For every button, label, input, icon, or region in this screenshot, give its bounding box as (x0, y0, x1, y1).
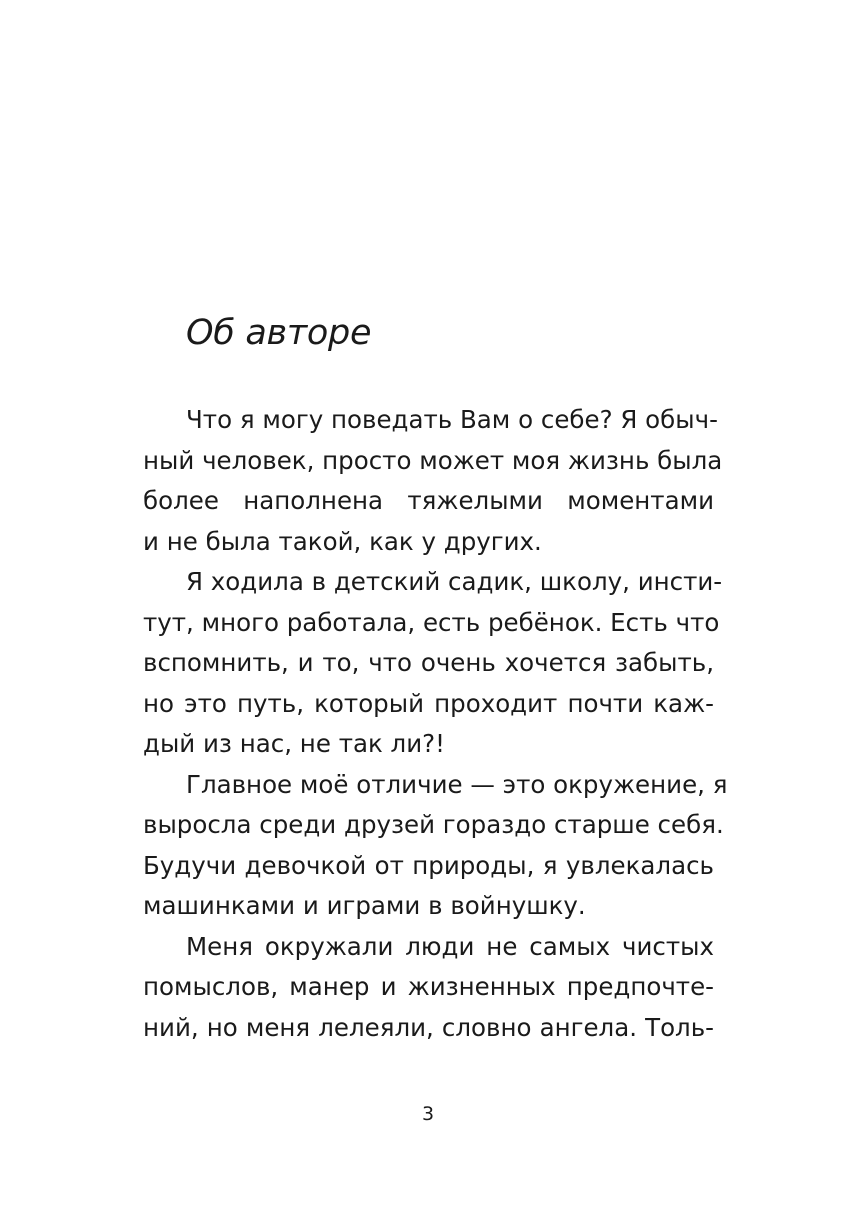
text-line: Я ходила в детский садик, школу, инсти- (186, 567, 723, 596)
text-line: более наполнена тяжелыми моментами (143, 486, 714, 515)
text-line: но это путь, который проходит почти каж- (143, 688, 714, 718)
text-line: Будучи девочкой от природы, я увлекалась (143, 850, 714, 880)
text-line: помыслов, манер и жизненных предпочте- (143, 972, 714, 1001)
text-line: Меня окружали люди не самых чистых (186, 931, 714, 961)
text-line: ний, но меня лелеяли, словно ангела. Толь- (143, 1012, 714, 1042)
chapter-heading: Об авторе (186, 313, 372, 353)
text-line: Главное моё отличие — это окружение, я (186, 769, 728, 799)
text-line: Что я могу поведать Вам о себе? Я обыч- (186, 405, 718, 434)
body-text (143, 400, 728, 1048)
text-line: машинками и играми в войнушку. (143, 891, 586, 920)
text-line: и не была такой, как у других. (143, 526, 542, 556)
text-line: дый из нас, не так ли?! (143, 729, 445, 758)
text-line: выросла среди друзей гораздо старше себя. (143, 810, 724, 839)
page-number: 3 (421, 1103, 435, 1125)
text-line: ный человек, просто может моя жизнь была (143, 445, 723, 475)
text-line: вспомнить, и то, что очень хочется забыть, (143, 648, 714, 677)
text-line: тут, много работала, есть ребёнок. Есть что (143, 607, 720, 637)
